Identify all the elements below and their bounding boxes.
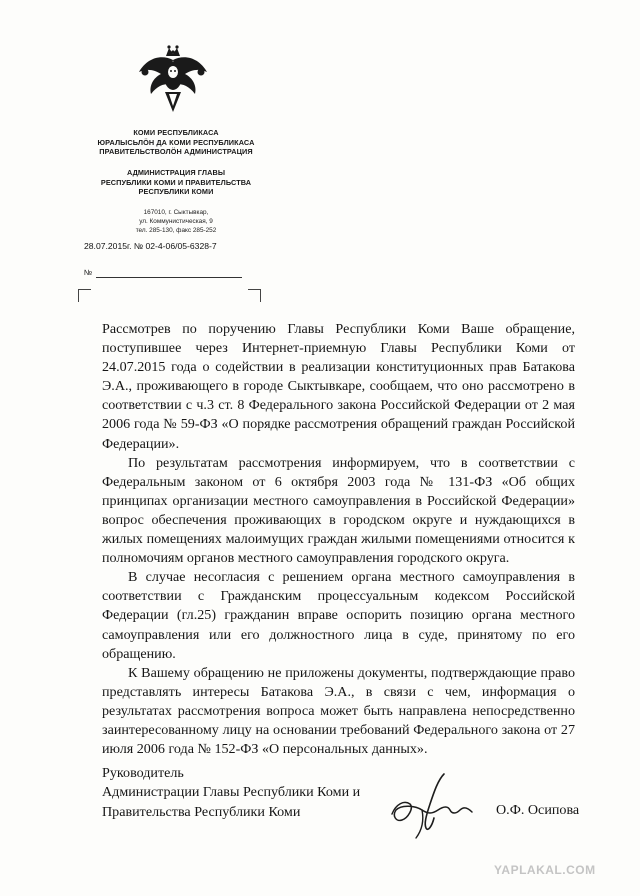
org-line: ПРАВИТЕЛЬСТВОЛÖН АДМИНИСТРАЦИЯ: [99, 147, 253, 156]
letter-body: [102, 320, 575, 759]
org-line: РЕСПУБЛИКИ КОМИ: [138, 187, 214, 196]
blank-rule: [96, 277, 242, 278]
org-name-russian: [76, 168, 276, 197]
body-paragraph: К Вашему обращению не приложены документы, подтверждающие право представлять интересы Батакова Э.А., в связи с чем, информация о результатах рассмотрения вопроса может быть направлена непосредственно заинтересованному лицу на основании требований Федерального закона от 27 июля 2006 года № 152-ФЗ «О персональных данных».: [102, 664, 575, 758]
address-line: ул. Коммунистическая, 9: [139, 218, 213, 225]
signer-name: О.Ф. Осипова: [496, 802, 580, 818]
number-sign: №: [84, 268, 93, 277]
position-line: Руководитель: [102, 765, 184, 781]
position-line: Правительства Республики Коми: [102, 803, 301, 820]
coat-of-arms-emblem: [133, 42, 213, 120]
body-paragraph: Рассмотрев по поручению Главы Республики Коми Ваше обращение, поступившее через Интернет-приемную Главы Республики Коми от 24.07.2015 года о содействии в реализации конституционных прав Батакова Э.А., проживающего в городе Сыктывкаре, сообщаем, что оно рассмотрено в соответствии с ч.3 ст. 8 Федерального закона Российской Федерации от 2 мая 2006 года № 59-ФЗ «О порядке рассмотрения обращений граждан Российской Федерации».: [102, 321, 575, 452]
org-line: АДМИНИСТРАЦИЯ ГЛАВЫ: [126, 168, 226, 177]
org-name-komi: [76, 128, 276, 157]
body-paragraph: В случае несогласия с решением органа местного самоуправления в соответствии с Гражданским процессуальным кодексом Российской Федерации (гл.25) гражданин вправе оспорить позицию органа местного самоуправления или его должностного лица в суде, принятому по его обращению.: [102, 569, 575, 662]
signer-position: [102, 764, 360, 822]
body-paragraph: По результатам рассмотрения информируем, что в соответствии с Федеральным законом от 6 октября 2003 года № 131-ФЗ «Об общих принципах организации местного самоуправления в Российской Федерации» вопрос обеспечения проживающих в городском округе и нуждающихся в жилых помещениях малоимущих граждан жилыми помещениями относится к полномочиям органов местного самоуправления городского округа.: [102, 454, 575, 567]
document-date-number: 28.07.2015г. № 02-4-06/05-6328-7: [84, 241, 217, 251]
site-watermark: YAPLAKAL.COM: [494, 863, 596, 877]
address-line: тел. 285-130, факс 285-252: [135, 227, 217, 234]
addressee-corner-left: [78, 289, 91, 302]
org-line: ЮРАЛЫСЬЛÖН ДА КОМИ РЕСПУБЛИКАСА: [97, 137, 255, 147]
org-line: РЕСПУБЛИКИ КОМИ И ПРАВИТЕЛЬСТВА: [100, 177, 252, 187]
handwritten-signature: [382, 770, 482, 842]
org-address: [76, 208, 276, 235]
address-line: 167010, г. Сыктывкар,: [143, 209, 209, 216]
org-line: КОМИ РЕСПУБЛИКАСА: [133, 128, 219, 137]
addressee-corner-right: [248, 289, 261, 302]
reference-number-line: [84, 268, 92, 277]
position-line: Администрации Главы Республики Коми и: [102, 784, 361, 801]
